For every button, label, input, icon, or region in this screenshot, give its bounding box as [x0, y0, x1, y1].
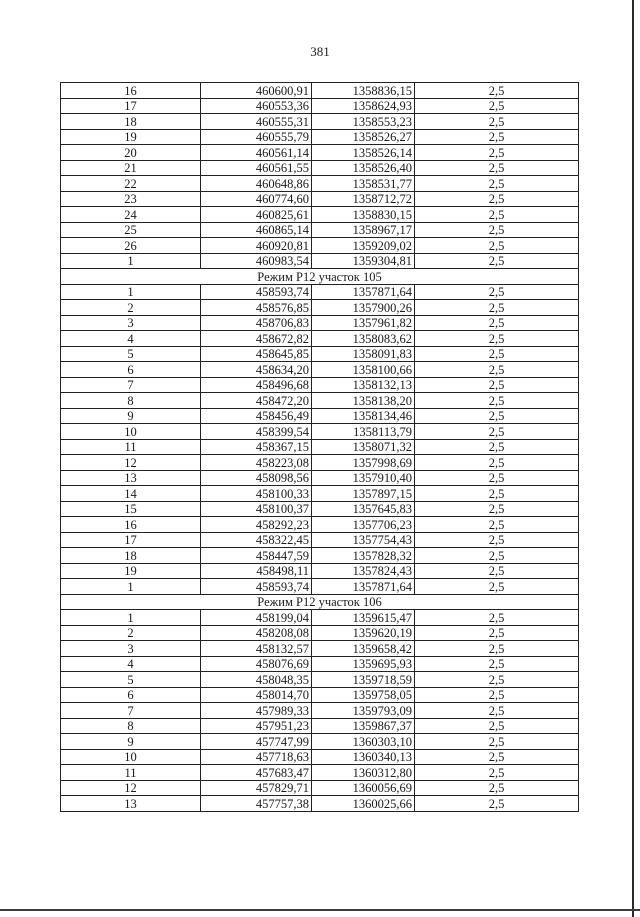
point-number: 7 [61, 377, 201, 393]
x-coordinate: 460920,81 [201, 238, 312, 254]
scan-edge-bottom [0, 909, 640, 911]
point-number: 21 [61, 160, 201, 176]
table-row [61, 114, 579, 130]
radius-value: 2,5 [415, 439, 579, 455]
radius-value: 2,5 [415, 393, 579, 409]
point-number: 20 [61, 145, 201, 161]
x-coordinate: 458672,82 [201, 331, 312, 347]
table-row [61, 672, 579, 688]
point-number: 8 [61, 393, 201, 409]
radius-value: 2,5 [415, 532, 579, 548]
radius-value: 2,5 [415, 625, 579, 641]
radius-value: 2,5 [415, 114, 579, 130]
radius-value: 2,5 [415, 672, 579, 688]
table-row [61, 579, 579, 595]
y-coordinate: 1358836,15 [312, 83, 415, 99]
page-number: 381 [310, 44, 330, 59]
y-coordinate: 1360303,10 [312, 734, 415, 750]
point-number: 22 [61, 176, 201, 192]
point-number: 3 [61, 641, 201, 657]
radius-value: 2,5 [415, 780, 579, 796]
radius-value: 2,5 [415, 734, 579, 750]
point-number: 12 [61, 455, 201, 471]
table-row [61, 734, 579, 750]
x-coordinate: 458447,59 [201, 548, 312, 564]
point-number: 25 [61, 222, 201, 238]
x-coordinate: 457829,71 [201, 780, 312, 796]
point-number: 12 [61, 780, 201, 796]
table-row [61, 470, 579, 486]
x-coordinate: 458645,85 [201, 346, 312, 362]
table-row [61, 129, 579, 145]
point-number: 2 [61, 625, 201, 641]
table-row [61, 424, 579, 440]
point-number: 16 [61, 83, 201, 99]
radius-value: 2,5 [415, 207, 579, 223]
radius-value: 2,5 [415, 408, 579, 424]
y-coordinate: 1358830,15 [312, 207, 415, 223]
table-row [61, 300, 579, 316]
x-coordinate: 458498,11 [201, 563, 312, 579]
x-coordinate: 460553,36 [201, 98, 312, 114]
point-number: 9 [61, 734, 201, 750]
table-row [61, 331, 579, 347]
point-number: 1 [61, 579, 201, 595]
point-number: 6 [61, 362, 201, 378]
x-coordinate: 460865,14 [201, 222, 312, 238]
y-coordinate: 1359758,05 [312, 687, 415, 703]
table-row [61, 687, 579, 703]
x-coordinate: 458576,85 [201, 300, 312, 316]
radius-value: 2,5 [415, 718, 579, 734]
y-coordinate: 1357871,64 [312, 579, 415, 595]
radius-value: 2,5 [415, 346, 579, 362]
y-coordinate: 1357871,64 [312, 284, 415, 300]
table-row [61, 656, 579, 672]
table-row [61, 517, 579, 533]
point-number: 17 [61, 98, 201, 114]
radius-value: 2,5 [415, 796, 579, 812]
y-coordinate: 1357900,26 [312, 300, 415, 316]
x-coordinate: 460825,61 [201, 207, 312, 223]
point-number: 4 [61, 331, 201, 347]
table-row [61, 439, 579, 455]
x-coordinate: 460555,31 [201, 114, 312, 130]
point-number: 8 [61, 718, 201, 734]
table-row [61, 501, 579, 517]
table-row [61, 160, 579, 176]
y-coordinate: 1358624,93 [312, 98, 415, 114]
point-number: 17 [61, 532, 201, 548]
y-coordinate: 1359209,02 [312, 238, 415, 254]
x-coordinate: 460983,54 [201, 253, 312, 269]
x-coordinate: 458014,70 [201, 687, 312, 703]
table-row [61, 83, 579, 99]
table-row [61, 315, 579, 331]
y-coordinate: 1359793,09 [312, 703, 415, 719]
radius-value: 2,5 [415, 563, 579, 579]
radius-value: 2,5 [415, 160, 579, 176]
table-row [61, 145, 579, 161]
y-coordinate: 1358091,83 [312, 346, 415, 362]
point-number: 18 [61, 114, 201, 130]
y-coordinate: 1358967,17 [312, 222, 415, 238]
y-coordinate: 1358553,23 [312, 114, 415, 130]
radius-value: 2,5 [415, 238, 579, 254]
table-row [61, 641, 579, 657]
table-row [61, 548, 579, 564]
radius-value: 2,5 [415, 765, 579, 781]
table-row [61, 346, 579, 362]
section-title: Режим Р12 участок 105 [61, 269, 579, 285]
radius-value: 2,5 [415, 687, 579, 703]
point-number: 6 [61, 687, 201, 703]
y-coordinate: 1357961,82 [312, 315, 415, 331]
table-row [61, 796, 579, 812]
radius-value: 2,5 [415, 703, 579, 719]
table-row [61, 610, 579, 626]
x-coordinate: 458496,68 [201, 377, 312, 393]
x-coordinate: 457989,33 [201, 703, 312, 719]
y-coordinate: 1358071,32 [312, 439, 415, 455]
y-coordinate: 1359620,19 [312, 625, 415, 641]
x-coordinate: 460648,86 [201, 176, 312, 192]
coordinates-table-body [61, 83, 579, 812]
radius-value: 2,5 [415, 610, 579, 626]
radius-value: 2,5 [415, 83, 579, 99]
section-header-row [61, 269, 579, 285]
scan-edge-right [632, 0, 634, 917]
point-number: 3 [61, 315, 201, 331]
x-coordinate: 458399,54 [201, 424, 312, 440]
x-coordinate: 458098,56 [201, 470, 312, 486]
point-number: 13 [61, 796, 201, 812]
x-coordinate: 458223,08 [201, 455, 312, 471]
y-coordinate: 1358526,14 [312, 145, 415, 161]
table-row [61, 207, 579, 223]
table-row [61, 486, 579, 502]
x-coordinate: 458322,45 [201, 532, 312, 548]
radius-value: 2,5 [415, 129, 579, 145]
radius-value: 2,5 [415, 470, 579, 486]
point-number: 11 [61, 439, 201, 455]
y-coordinate: 1359658,42 [312, 641, 415, 657]
y-coordinate: 1359867,37 [312, 718, 415, 734]
x-coordinate: 457747,99 [201, 734, 312, 750]
table-row [61, 408, 579, 424]
x-coordinate: 458100,33 [201, 486, 312, 502]
point-number: 4 [61, 656, 201, 672]
x-coordinate: 458472,20 [201, 393, 312, 409]
table-row [61, 222, 579, 238]
section-title: Режим Р12 участок 106 [61, 594, 579, 610]
y-coordinate: 1357998,69 [312, 455, 415, 471]
x-coordinate: 458367,15 [201, 439, 312, 455]
point-number: 14 [61, 486, 201, 502]
radius-value: 2,5 [415, 331, 579, 347]
x-coordinate: 458132,57 [201, 641, 312, 657]
y-coordinate: 1358138,20 [312, 393, 415, 409]
x-coordinate: 460555,79 [201, 129, 312, 145]
table-row [61, 532, 579, 548]
y-coordinate: 1360340,13 [312, 749, 415, 765]
point-number: 10 [61, 424, 201, 440]
radius-value: 2,5 [415, 377, 579, 393]
x-coordinate: 458076,69 [201, 656, 312, 672]
y-coordinate: 1360025,66 [312, 796, 415, 812]
y-coordinate: 1357754,43 [312, 532, 415, 548]
x-coordinate: 457718,63 [201, 749, 312, 765]
table-row [61, 238, 579, 254]
radius-value: 2,5 [415, 300, 579, 316]
x-coordinate: 458199,04 [201, 610, 312, 626]
table-row [61, 393, 579, 409]
x-coordinate: 458593,74 [201, 284, 312, 300]
point-number: 15 [61, 501, 201, 517]
y-coordinate: 1360312,80 [312, 765, 415, 781]
point-number: 19 [61, 563, 201, 579]
y-coordinate: 1357897,15 [312, 486, 415, 502]
point-number: 9 [61, 408, 201, 424]
y-coordinate: 1359695,93 [312, 656, 415, 672]
radius-value: 2,5 [415, 579, 579, 595]
table-row [61, 703, 579, 719]
radius-value: 2,5 [415, 548, 579, 564]
table-row [61, 455, 579, 471]
table-row [61, 253, 579, 269]
point-number: 16 [61, 517, 201, 533]
y-coordinate: 1357645,83 [312, 501, 415, 517]
y-coordinate: 1357828,32 [312, 548, 415, 564]
radius-value: 2,5 [415, 362, 579, 378]
point-number: 1 [61, 253, 201, 269]
table-row [61, 284, 579, 300]
table-row [61, 362, 579, 378]
x-coordinate: 460561,14 [201, 145, 312, 161]
point-number: 1 [61, 284, 201, 300]
y-coordinate: 1358526,27 [312, 129, 415, 145]
radius-value: 2,5 [415, 222, 579, 238]
x-coordinate: 460774,60 [201, 191, 312, 207]
x-coordinate: 457683,47 [201, 765, 312, 781]
point-number: 2 [61, 300, 201, 316]
table-row [61, 625, 579, 641]
x-coordinate: 458208,08 [201, 625, 312, 641]
x-coordinate: 458634,20 [201, 362, 312, 378]
x-coordinate: 458292,23 [201, 517, 312, 533]
radius-value: 2,5 [415, 424, 579, 440]
radius-value: 2,5 [415, 749, 579, 765]
point-number: 10 [61, 749, 201, 765]
y-coordinate: 1359615,47 [312, 610, 415, 626]
point-number: 5 [61, 672, 201, 688]
x-coordinate: 457757,38 [201, 796, 312, 812]
table-row [61, 749, 579, 765]
y-coordinate: 1357910,40 [312, 470, 415, 486]
radius-value: 2,5 [415, 191, 579, 207]
radius-value: 2,5 [415, 98, 579, 114]
y-coordinate: 1359718,59 [312, 672, 415, 688]
y-coordinate: 1357824,43 [312, 563, 415, 579]
point-number: 5 [61, 346, 201, 362]
table-row [61, 377, 579, 393]
radius-value: 2,5 [415, 501, 579, 517]
y-coordinate: 1357706,23 [312, 517, 415, 533]
radius-value: 2,5 [415, 517, 579, 533]
table-row [61, 191, 579, 207]
table-row [61, 765, 579, 781]
x-coordinate: 458593,74 [201, 579, 312, 595]
x-coordinate: 458100,37 [201, 501, 312, 517]
radius-value: 2,5 [415, 284, 579, 300]
radius-value: 2,5 [415, 176, 579, 192]
table-row [61, 563, 579, 579]
x-coordinate: 458048,35 [201, 672, 312, 688]
x-coordinate: 460600,91 [201, 83, 312, 99]
y-coordinate: 1358083,62 [312, 331, 415, 347]
point-number: 1 [61, 610, 201, 626]
point-number: 19 [61, 129, 201, 145]
radius-value: 2,5 [415, 145, 579, 161]
y-coordinate: 1358134,46 [312, 408, 415, 424]
y-coordinate: 1360056,69 [312, 780, 415, 796]
y-coordinate: 1358132,13 [312, 377, 415, 393]
y-coordinate: 1358712,72 [312, 191, 415, 207]
section-header-row [61, 594, 579, 610]
point-number: 13 [61, 470, 201, 486]
radius-value: 2,5 [415, 315, 579, 331]
coordinates-table [60, 82, 579, 812]
y-coordinate: 1358100,66 [312, 362, 415, 378]
radius-value: 2,5 [415, 253, 579, 269]
y-coordinate: 1359304,81 [312, 253, 415, 269]
radius-value: 2,5 [415, 455, 579, 471]
y-coordinate: 1358113,79 [312, 424, 415, 440]
point-number: 26 [61, 238, 201, 254]
table-row [61, 176, 579, 192]
point-number: 7 [61, 703, 201, 719]
table-row [61, 780, 579, 796]
table-row [61, 718, 579, 734]
point-number: 18 [61, 548, 201, 564]
radius-value: 2,5 [415, 486, 579, 502]
radius-value: 2,5 [415, 656, 579, 672]
y-coordinate: 1358531,77 [312, 176, 415, 192]
x-coordinate: 457951,23 [201, 718, 312, 734]
point-number: 24 [61, 207, 201, 223]
x-coordinate: 458706,83 [201, 315, 312, 331]
x-coordinate: 460561,55 [201, 160, 312, 176]
point-number: 23 [61, 191, 201, 207]
x-coordinate: 458456,49 [201, 408, 312, 424]
y-coordinate: 1358526,40 [312, 160, 415, 176]
radius-value: 2,5 [415, 641, 579, 657]
point-number: 11 [61, 765, 201, 781]
table-row [61, 98, 579, 114]
